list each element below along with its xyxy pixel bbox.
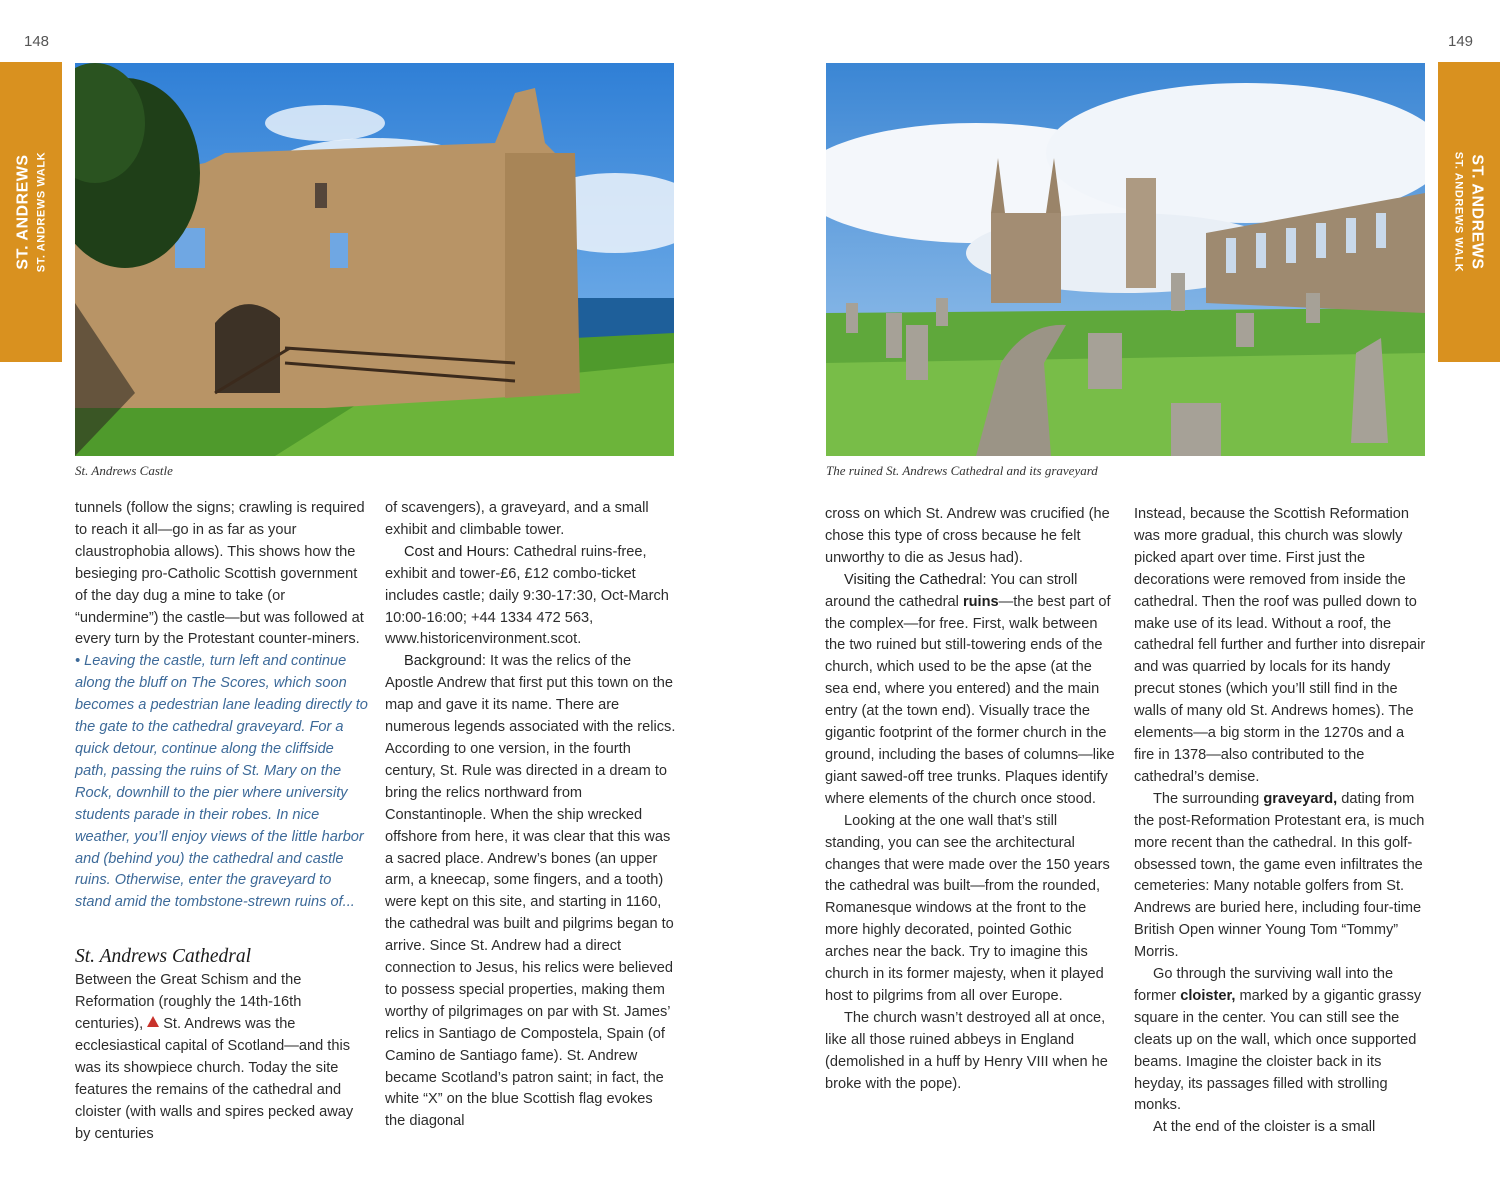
paragraph-text: Between the Great Schism and the Reformation (roughly the 14th-16th centuries), bbox=[75, 972, 302, 1033]
highlight-term: graveyard, bbox=[1263, 790, 1338, 807]
paragraph-text: dating from the post-Reformation Protestant era, is much more recent than the cathedral. In this golf-obsessed town, the game even infiltrates the cemeteries: Many notable golfers from St. Andrews are buried here, including four-time British Open winner Young Tom “Tommy” Morris. bbox=[1134, 790, 1425, 961]
highlight-term: ruins bbox=[962, 593, 999, 610]
chapter-tab-right bbox=[1438, 62, 1500, 362]
paragraph-text: It was the relics of the Apostle Andrew that first put this town on the map and gave it its name. There are numerous legends associated with the relics. According to one version, in the fourth century, St. Rule was directed in a dream to bring the relics northward from Constantinople. When the ship wrecked offshore from here, it was clear that this was a sacred place. Andrew’s bones (an upper arm, a kneecap, some fingers, and a tooth) were kept on this site, and starting in 1160, the cathedral was built and pilgrims began to arrive. Since St. Andrew had a direct connection to Jesus, his relics were believed to possess special properties, making them worthy of pilgrimages on par with St. James’ relics in Santiago de Compostela, Spain (of Camino de Santiago fame). St. Andrew became Scotland’s patron saint; in fact, the white “X” on the blue Scottish flag evokes the diagonal bbox=[385, 653, 676, 1130]
section-heading: St. Andrews Cathedral bbox=[75, 946, 252, 968]
paragraph-text: You can stroll around the cathedral bbox=[825, 571, 1078, 610]
paragraph-text: Go through the surviving wall into the former bbox=[1134, 966, 1394, 1004]
text-column-4 bbox=[1134, 504, 1427, 1139]
paragraph bbox=[75, 970, 370, 1145]
lead-in-label: Background: bbox=[404, 653, 486, 670]
paragraph bbox=[1134, 964, 1427, 1117]
highlight-term: cloister, bbox=[1180, 987, 1236, 1004]
cathedral-photo bbox=[826, 63, 1425, 456]
lead-in-label: Cost and Hours: bbox=[404, 543, 510, 560]
paragraph: Looking at the one wall that’s still standing, you can see the architectural changes that were made over the 150 years the cathedral was built—from the rounded, Romanesque windows at the front to the more highly decorated, pointed Gothic arches near the back. Try to imagine this church in its former majesty, when it played host to pilgrims from all over Europe. bbox=[825, 812, 1110, 1004]
text-column-2 bbox=[385, 498, 677, 1133]
paragraph bbox=[385, 542, 677, 652]
tab-subtitle: ST. ANDREWS WALK bbox=[1452, 151, 1465, 273]
paragraph: cross on which St. Andrew was crucified (he chose this type of cross because he felt unworthy to die as Jesus had). bbox=[825, 506, 1110, 566]
tab-title: ST. ANDREWS bbox=[14, 154, 32, 270]
paragraph: At the end of the cloister is a small bbox=[1153, 1119, 1376, 1136]
directions-paragraph: • Leaving the castle, turn left and continue along the bluff on The Scores, which soon becomes a pedestrian lane leading directly to the gate to the cathedral graveyard. For a quick detour, continue along the cliffside path, passing the ruins of St. Mary on the Rock, downhill to the pier where university students parade in their robes. In nice weather, you’ll enjoy views of the little harbor and (behind you) the cathedral and castle ruins. Otherwise, enter the graveyard to stand amid the tombstone-strewn ruins of... bbox=[75, 653, 368, 911]
rating-triangle-icon bbox=[147, 1016, 159, 1027]
text-column-3 bbox=[825, 504, 1118, 1095]
text-column-1 bbox=[75, 498, 370, 1145]
paragraph: The church wasn’t destroyed all at once, like all those ruined abbeys in England (demolished in a huff by Henry VIII when he broke with the pope). bbox=[825, 1009, 1108, 1092]
paragraph-text: —the best part of the complex—for free. First, walk between the two ruined but still-towering ends of the church, which used to be the apse (at the sea end, where you entered) and the main entry (at the town end). Visually trace the gigantic footprint of the former church in the ground, including the bases of columns—like giant sawed-off tree trunks. Plaques identify where elements of the church once stood. bbox=[825, 593, 1115, 807]
photo-caption-left: St. Andrews Castle bbox=[75, 463, 173, 478]
paragraph bbox=[385, 651, 677, 1133]
paragraph-text: The surrounding bbox=[1153, 790, 1260, 807]
page-number-right: 149 bbox=[1448, 33, 1474, 50]
paragraph: of scavengers), a graveyard, and a small exhibit and climbable tower. bbox=[385, 500, 649, 538]
chapter-tab-left bbox=[0, 62, 62, 362]
lead-in-label: Visiting the Cathedral: bbox=[844, 571, 987, 588]
castle-photo bbox=[75, 63, 674, 456]
paragraph-text: marked by a gigantic grassy square in the center. You can still see the cleats up on the wall, which once supported beams. Imagine the cloister back in its heyday, its passages filled with strolling monks. bbox=[1134, 987, 1422, 1114]
paragraph bbox=[825, 570, 1118, 811]
tab-title: ST. ANDREWS bbox=[1468, 154, 1486, 270]
paragraph bbox=[1134, 789, 1427, 964]
paragraph: Instead, because the Scottish Reformation was more gradual, this church was slowly picked apart over time. First just the decorations were removed from inside the cathedral. Then the roof was pulled down to make use of its lead. Without a roof, the cathedral fell further and further into disrepair and was quarried by locals for its handy precut stones (which you’ll still find in the walls of many old St. Andrews homes). The elements—a big storm in the 1270s and a fire in 1378—also contributed to the cathedral’s demise. bbox=[1134, 506, 1426, 785]
photo-caption-right: The ruined St. Andrews Cathedral and its graveyard bbox=[826, 463, 1098, 478]
page-number-left: 148 bbox=[24, 33, 50, 50]
tab-subtitle: ST. ANDREWS WALK bbox=[35, 151, 48, 273]
paragraph: tunnels (follow the signs; crawling is required to reach it all—go in as far as your claustrophobia allows). This shows how the besieging pro-Catholic Scottish government of the day dug a mine to take (or “undermine”) the castle—but was followed at every turn by the Protestant counter-miners. bbox=[75, 500, 365, 648]
paragraph-text: St. Andrews was the ecclesiastical capital of Scotland—and this was its showpiece church. Today the site features the remains of the cathedral and cloister (with walls and spires pecked away by centuries bbox=[75, 1016, 354, 1142]
paragraph-text: Cathedral ruins-free, exhibit and tower-£6, £12 combo-ticket includes castle; daily 9:30-17:30, Oct-March 10:00-16:00; +44 1334 472 563, www.historicenvironment.scot. bbox=[385, 543, 669, 648]
